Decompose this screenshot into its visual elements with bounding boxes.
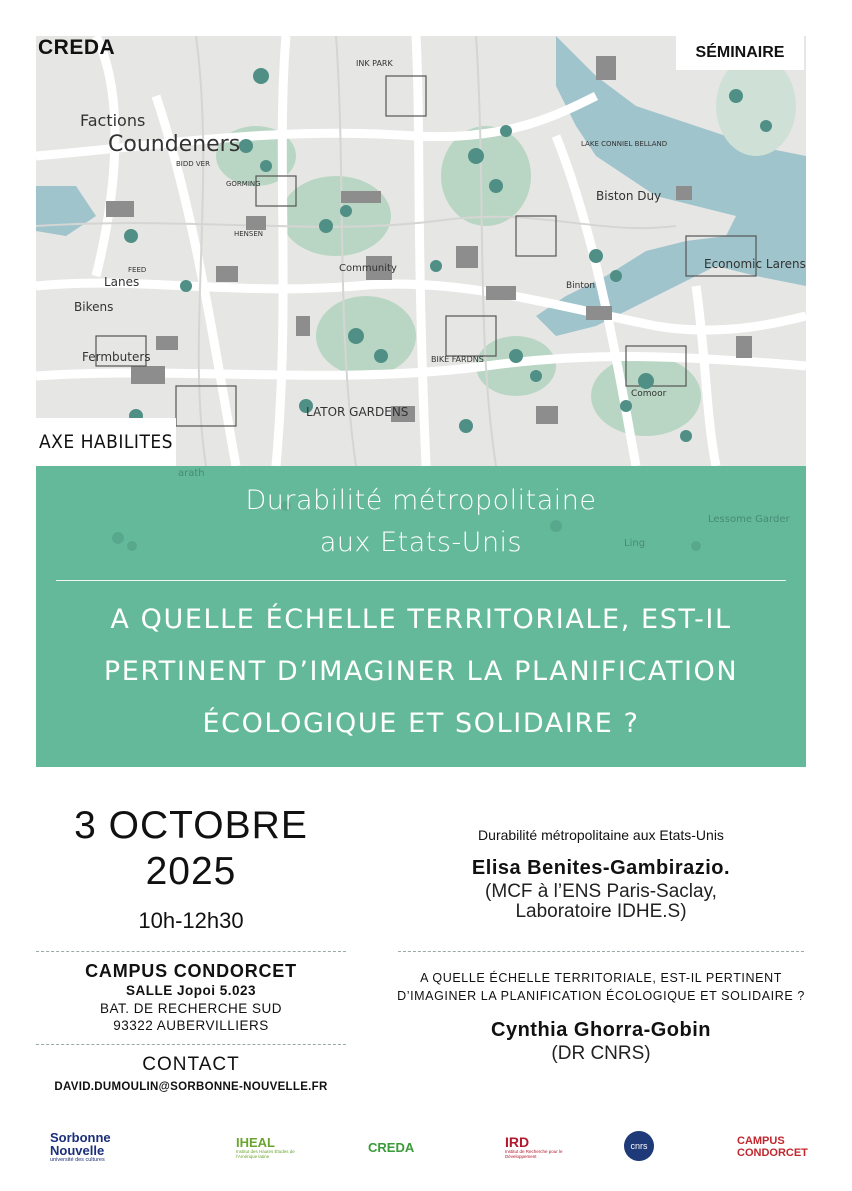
event-date-year: 2025 (145, 850, 237, 893)
venue-room: SALLE Jopoi 5.023 (125, 983, 257, 998)
map-label: Community (339, 263, 397, 274)
creda-partner-logo (368, 1130, 428, 1164)
map-label: Fermbuters (82, 350, 151, 364)
campus-logo-line: CONDORCET (737, 1147, 808, 1159)
band-divider (56, 580, 786, 581)
talk-1-affiliation-line: Laboratoire IDHE.S) (515, 901, 687, 922)
talk-2-speaker: Cynthia Ghorra-Gobin (491, 1019, 711, 1041)
talk-2-title-line: D’IMAGINER LA PLANIFICATION ÉCOLOGIQUE ET SOLIDAIRE ? (397, 989, 805, 1003)
contact-label: CONTACT (142, 1054, 240, 1075)
seminar-title-line: Durabilité métropolitaine (245, 485, 597, 516)
cnrs-logo (624, 1131, 654, 1161)
event-time: 10h-12h30 (138, 908, 244, 933)
iheal-logo-name: IHEAL (236, 1134, 275, 1150)
sorbonne-logo-tagline: université des cultures (50, 1157, 105, 1163)
title-band (36, 466, 806, 767)
city-map-illustration (36, 36, 806, 466)
ird-logo-tagline: Institut de Recherche pour le Développement (505, 1149, 563, 1159)
map-park (316, 296, 416, 376)
axe-habilites-tag: AXE HABILITES (36, 418, 176, 466)
seminar-question-line: ÉCOLOGIQUE ET SOLIDAIRE ? (202, 708, 640, 739)
iheal-logo (236, 1130, 296, 1164)
talk-1-affiliation (398, 882, 804, 922)
map-label: Binton (566, 281, 596, 291)
seminar-title (36, 480, 806, 564)
map-label: FEED (128, 266, 147, 274)
divider (36, 951, 346, 952)
seminar-question-line: PERTINENT D’IMAGINER LA PLANIFICATION (103, 656, 739, 687)
sorbonne-nouvelle-logo (50, 1130, 150, 1164)
band-map-label: arath (178, 468, 205, 479)
seminaire-badge: SÉMINAIRE (676, 36, 804, 70)
map-label: LAKE CONNIEL BELLAND (581, 140, 668, 148)
talk-1-speaker: Elisa Benites-Gambirazio. (471, 857, 731, 879)
cnrs-logo-name: cnrs (630, 1141, 648, 1151)
band-map-label: Lessome Garder (708, 514, 790, 525)
campus-condorcet-logo (737, 1130, 807, 1164)
contact-email-link[interactable]: DAVID.DUMOULIN@SORBONNE-NOUVELLE.FR (54, 1081, 328, 1093)
divider (398, 951, 804, 952)
iheal-logo-tagline: Institut des Hautes Études de l'Amérique latine (236, 1148, 295, 1159)
map-label: BIDD VER (176, 160, 210, 168)
event-date-day: 3 OCTOBRE (74, 804, 308, 847)
map-label: Bikens (74, 300, 114, 314)
talk-1-affiliation-line: (MCF à l’ENS Paris-Saclay, (485, 881, 717, 902)
ird-logo-name: IRD (505, 1134, 530, 1150)
map-label: Economic Larens (704, 257, 806, 271)
talk-2-title (350, 969, 852, 1005)
venue-name: CAMPUS CONDORCET (85, 961, 297, 981)
map-park (716, 56, 796, 156)
creda-logo: CREDA (38, 36, 116, 59)
seminar-question (56, 594, 786, 750)
band-map-label: Ling (624, 538, 646, 549)
map-label: LATOR GARDENS (306, 405, 409, 419)
seminar-question-line: A QUELLE ÉCHELLE TERRITORIALE, EST-IL (110, 604, 732, 635)
map-label: Lanes (104, 275, 140, 289)
sorbonne-logo-name: Sorbonne Nouvelle (50, 1130, 111, 1158)
map-park (441, 126, 531, 226)
map-water-west (36, 186, 96, 236)
talk-1-title: Durabilité métropolitaine aux Etats-Unis (478, 827, 724, 843)
map-label: HENSEN (234, 230, 264, 238)
map-label: Biston Duy (596, 189, 662, 203)
map-label: Coundeners (108, 132, 241, 157)
venue-city: 93322 AUBERVILLIERS (113, 1018, 269, 1033)
map-label: Comoor (631, 389, 667, 399)
talk-2-title-line: A QUELLE ÉCHELLE TERRITORIALE, EST-IL PERTINENT (420, 971, 782, 985)
map-label: INK PARK (356, 59, 393, 68)
map-label: GORMING (226, 180, 261, 188)
map-label: BIKE FARDNS (431, 355, 484, 364)
divider (36, 1044, 346, 1045)
creda-logo-name: CREDA (368, 1139, 415, 1155)
map-label: Factions (80, 111, 146, 130)
ird-logo (505, 1130, 565, 1164)
seminar-title-line: aux Etats-Unis (319, 527, 523, 558)
venue-building: BAT. DE RECHERCHE SUD (99, 1001, 283, 1016)
campus-logo-line: CAMPUS (737, 1135, 785, 1147)
map-drawing (36, 36, 806, 466)
talk-2-affiliation: (DR CNRS) (551, 1043, 651, 1064)
map-park (281, 176, 391, 256)
